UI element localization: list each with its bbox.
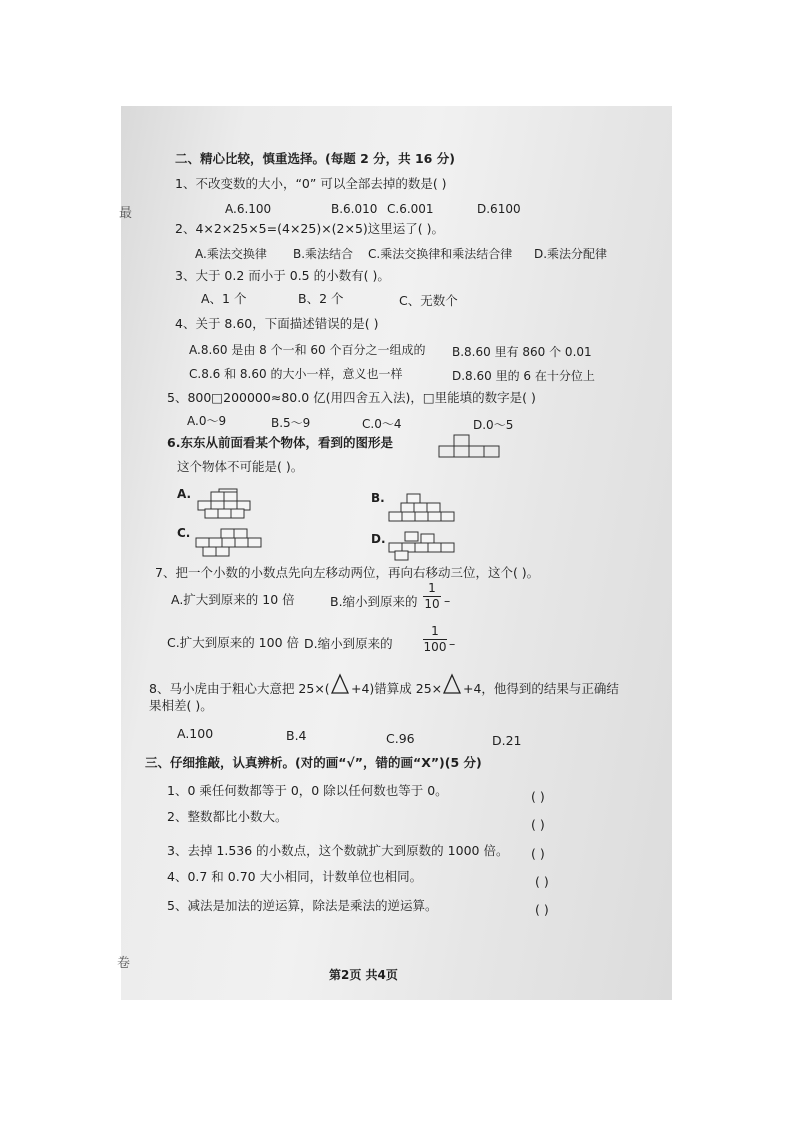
cube-figure-c	[193, 527, 267, 557]
judge-item-1: 1、0 乘任何数都等于 0，0 除以任何数也等于 0。	[167, 783, 448, 798]
cube-figure-a	[195, 487, 267, 519]
q8-option-c: C.96	[386, 731, 415, 746]
q4-option-c: C.8.6 和 8.60 的大小一样，意义也一样	[189, 367, 403, 381]
q3-option-c: C、无数个	[399, 293, 458, 308]
fraction-numerator: 1	[431, 624, 439, 638]
q2-option-c: C.乘法交换律和乘法结合律	[368, 247, 513, 261]
fraction-numerator: 1	[428, 581, 436, 595]
judge-item-2: 2、整数都比小数大。	[167, 809, 288, 824]
q7-option-c: C.扩大到原来的 100 倍	[167, 635, 300, 650]
q2-option-b: B.乘法结合	[293, 247, 354, 261]
q5-option-a: A.0～9	[187, 414, 227, 428]
q5-option-b: B.5～9	[271, 416, 311, 430]
q7-option-d: D.缩小到原来的	[304, 636, 393, 651]
q4-option-d: D.8.60 里的 6 在十分位上	[452, 369, 595, 383]
q4-option-b: B.8.60 里有 860 个 0.01	[452, 345, 592, 359]
judge-answer-paren-3[interactable]: ( )	[531, 846, 545, 861]
q6-stem2: 这个物体不可能是( )。	[177, 459, 304, 474]
dash-mark: –	[449, 636, 456, 651]
q8-stem2: 果相差( )。	[149, 698, 213, 713]
judge-answer-paren-5[interactable]: ( )	[535, 902, 549, 917]
page-footer: 第2页 共4页	[329, 968, 398, 982]
judge-item-5: 5、减法是加法的逆运算，除法是乘法的逆运算。	[167, 898, 438, 913]
q1-option-b: B.6.010	[331, 202, 378, 216]
q2-stem: 2、4×2×25×5=(4×25)×(2×5)这里运了( )。	[175, 221, 445, 236]
exam-paper	[117, 106, 672, 1000]
q7-option-b: B.缩小到原来的	[330, 594, 418, 609]
q6-option-d-label: D.	[371, 532, 386, 546]
q8-option-b: B.4	[286, 728, 307, 743]
q7-option-b-fraction	[423, 582, 441, 611]
dash-mark: –	[444, 593, 451, 608]
margin-mark: 卷	[117, 956, 131, 971]
section3-heading: 三、仔细推敲，认真辨析。(对的画“√”，错的画“X”)(5 分)	[145, 755, 482, 770]
q4-stem: 4、关于 8.60，下面描述错误的是( )	[175, 316, 379, 331]
q2-option-a: A.乘法交换律	[195, 247, 267, 261]
q8-option-d: D.21	[492, 733, 522, 748]
judge-item-3: 3、去掉 1.536 的小数点，这个数就扩大到原数的 1000 倍。	[167, 843, 509, 858]
q3-option-b: B、2 个	[298, 291, 344, 306]
q8-stem-a: 8、马小虎由于粗心大意把 25×(	[149, 681, 330, 696]
q5-stem: 5、800□200000≈80.0 亿(用四舍五入法)，□里能填的数字是( )	[167, 390, 536, 405]
q6-option-a-label: A.	[177, 487, 192, 501]
q2-option-d: D.乘法分配律	[534, 247, 608, 261]
cube-figure-d	[385, 530, 455, 562]
triangle-icon	[331, 673, 349, 695]
section2-heading: 二、精心比较，慎重选择。(每题 2 分，共 16 分)	[175, 151, 455, 166]
judge-answer-paren-1[interactable]: ( )	[531, 789, 545, 804]
q8-option-a: A.100	[177, 726, 214, 741]
q8-stem-b: +4)错算成 25×	[351, 681, 443, 696]
fraction-denominator: 10	[424, 597, 440, 611]
q4-option-a: A.8.60 是由 8 个一和 60 个百分之一组成的	[189, 343, 426, 357]
q6-stem: 6.东东从前面看某个物体，看到的图形是	[167, 435, 393, 450]
q7-stem: 7、把一个小数的小数点先向左移动两位，再向右移动三位，这个( )。	[155, 565, 540, 580]
q1-option-d: D.6100	[477, 202, 521, 216]
q1-option-a: A.6.100	[225, 202, 272, 216]
q3-option-a: A、1 个	[201, 291, 247, 306]
q6-option-c-label: C.	[177, 526, 191, 540]
q6-option-b-label: B.	[371, 491, 385, 505]
q3-stem: 3、大于 0.2 而小于 0.5 的小数有( )。	[175, 268, 390, 283]
q8-stem-c: +4，他得到的结果与正确结	[463, 681, 619, 696]
cube-figure-b	[387, 492, 457, 524]
front-view-shape	[439, 434, 501, 458]
q7-option-d-fraction	[423, 625, 447, 654]
q5-option-d: D.0～5	[473, 418, 514, 432]
fraction-denominator: 100	[423, 640, 447, 654]
judge-item-4: 4、0.7 和 0.70 大小相同，计数单位也相同。	[167, 869, 423, 884]
q7-option-a: A.扩大到原来的 10 倍	[171, 592, 295, 607]
margin-mark: 最	[119, 206, 133, 221]
triangle-icon	[443, 673, 461, 695]
q5-option-c: C.0～4	[362, 417, 402, 431]
q1-stem: 1、不改变数的大小，“0” 可以全部去掉的数是( )	[175, 176, 447, 191]
judge-answer-paren-4[interactable]: ( )	[535, 874, 549, 889]
judge-answer-paren-2[interactable]: ( )	[531, 817, 545, 832]
q1-option-c: C.6.001	[387, 202, 434, 216]
